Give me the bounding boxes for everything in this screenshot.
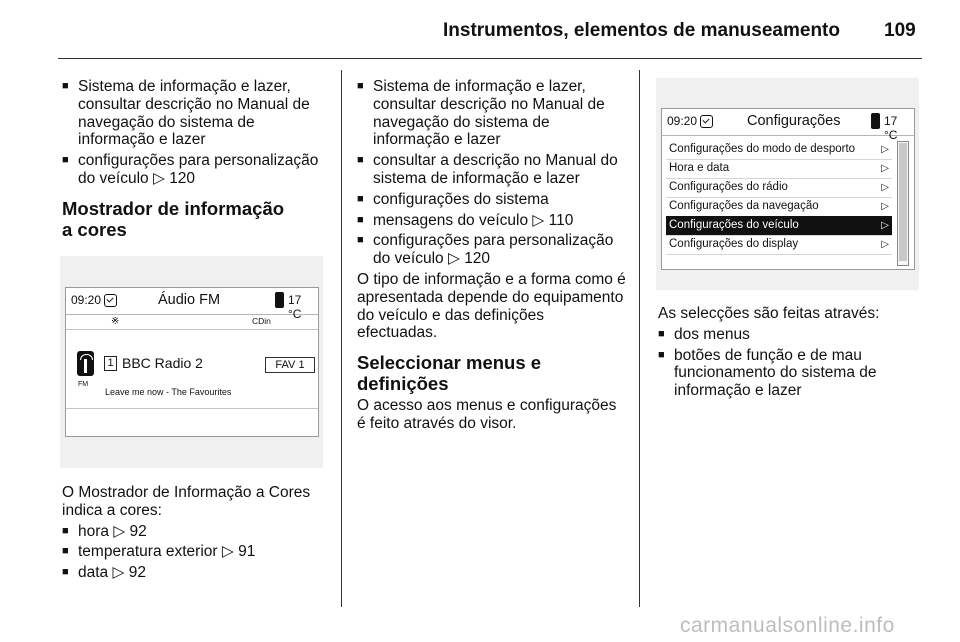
list-item: ■ mensagens do veículo ▷ 110 [357, 212, 627, 230]
watermark: carmanualsonline.info [680, 614, 895, 637]
menu-item-vehicle-selected[interactable] [666, 216, 892, 236]
column-1 [62, 78, 330, 243]
clock-icon [104, 294, 117, 307]
section-heading-select-menus: Seleccionar menus e definições [357, 352, 542, 395]
paragraph: As selecções são feitas através: [658, 305, 880, 322]
outside-temperature: 17 °C [288, 293, 302, 321]
chevron-right-icon: ▷ [881, 220, 889, 231]
menu-item-label: Configurações do display [669, 238, 799, 250]
menu-item-time-date[interactable] [666, 159, 892, 179]
list-item: ■ configurações para personalização do veículo ▷ 120 [62, 152, 330, 188]
menu-item-label: Configurações do veículo [669, 219, 799, 231]
column-divider-2 [639, 70, 640, 607]
outside-temperature: 17 °C [884, 114, 898, 142]
page-header-title: Instrumentos, elementos de manuseamento [443, 20, 840, 41]
radio-antenna-icon [77, 351, 94, 376]
chevron-right-icon: ▷ [881, 144, 889, 155]
scrollbar-thumb[interactable] [899, 143, 907, 261]
column-2 [357, 78, 627, 436]
thermometer-icon [871, 113, 880, 129]
band-label: FM [78, 381, 89, 388]
chevron-right-icon: ▷ [881, 163, 889, 174]
list-item: ■ dos menus [658, 326, 920, 344]
menu-item-sport-mode[interactable] [666, 140, 892, 160]
menu-scrollbar[interactable] [897, 141, 909, 266]
bottom-divider [66, 408, 318, 409]
menu-item-navigation[interactable] [666, 197, 892, 217]
settings-screen [661, 108, 915, 270]
column-3 [658, 305, 920, 403]
track-info: Leave me now - The Favourites [105, 387, 232, 397]
audio-display-figure [60, 256, 323, 468]
thermometer-icon [275, 292, 284, 308]
paragraph: O Mostrador de Informação a Cores indica a cores: [62, 484, 311, 519]
list-item: ■ data ▷ 92 [62, 564, 330, 582]
screen-title: Áudio FM [158, 292, 221, 308]
list-item: ■ Sistema de informação e lazer, consultar descrição no Manual de navegação do sistema de informação e lazer [357, 78, 627, 149]
list-item: ■ Sistema de informação e lazer, consultar descrição no Manual de navegação do sistema de informação e lazer [62, 78, 330, 149]
clock-time: 09:20 [71, 293, 102, 307]
chevron-right-icon: ▷ [881, 182, 889, 193]
paragraph: O acesso aos menus e configurações é feito através do visor. [357, 397, 617, 432]
list-item: ■ temperatura exterior ▷ 91 [62, 543, 330, 561]
column-1-lower [62, 484, 330, 585]
column-divider-1 [341, 70, 342, 607]
menu-item-label: Configurações da navegação [669, 200, 819, 212]
menu-item-label: Configurações do rádio [669, 181, 788, 193]
page-number: 109 [884, 20, 916, 41]
cd-in-label: CDin [252, 316, 271, 326]
chevron-right-icon: ▷ [881, 201, 889, 212]
list-item: ■ botões de função e de mau funcionamento do sistema de informação e lazer [658, 347, 920, 400]
screen-title: Configurações [747, 113, 841, 129]
audio-screen [65, 287, 319, 437]
bluetooth-icon: ※ [111, 316, 120, 327]
favourites-badge: FAV 1 [265, 357, 315, 373]
header-divider [58, 58, 922, 59]
menu-item-label: Hora e data [669, 162, 730, 174]
list-item: ■ consultar a descrição no Manual do sistema de informação e lazer [357, 152, 627, 188]
station-name: BBC Radio 2 [122, 355, 203, 371]
settings-display-figure [656, 78, 919, 290]
preset-number: 1 [104, 356, 117, 371]
menu-item-label: Configurações do modo de desporto [669, 143, 856, 155]
paragraph: O tipo de informação e a forma como é apresentada depende do equipamento do veículo e das definições efectuadas. [357, 270, 626, 342]
chevron-right-icon: ▷ [881, 239, 889, 250]
list-item: ■ hora ▷ 92 [62, 523, 330, 541]
section-heading-color-display: Mostrador de informação a cores [62, 197, 285, 240]
clock-time: 09:20 [667, 114, 698, 128]
menu-item-radio[interactable] [666, 178, 892, 198]
source-bar [66, 315, 318, 330]
status-bar [662, 109, 914, 142]
list-item: ■ configurações do sistema [357, 191, 627, 209]
menu-item-display[interactable] [666, 235, 892, 255]
list-item: ■ configurações para personalização do veículo ▷ 120 [357, 232, 627, 268]
clock-icon [700, 115, 713, 128]
